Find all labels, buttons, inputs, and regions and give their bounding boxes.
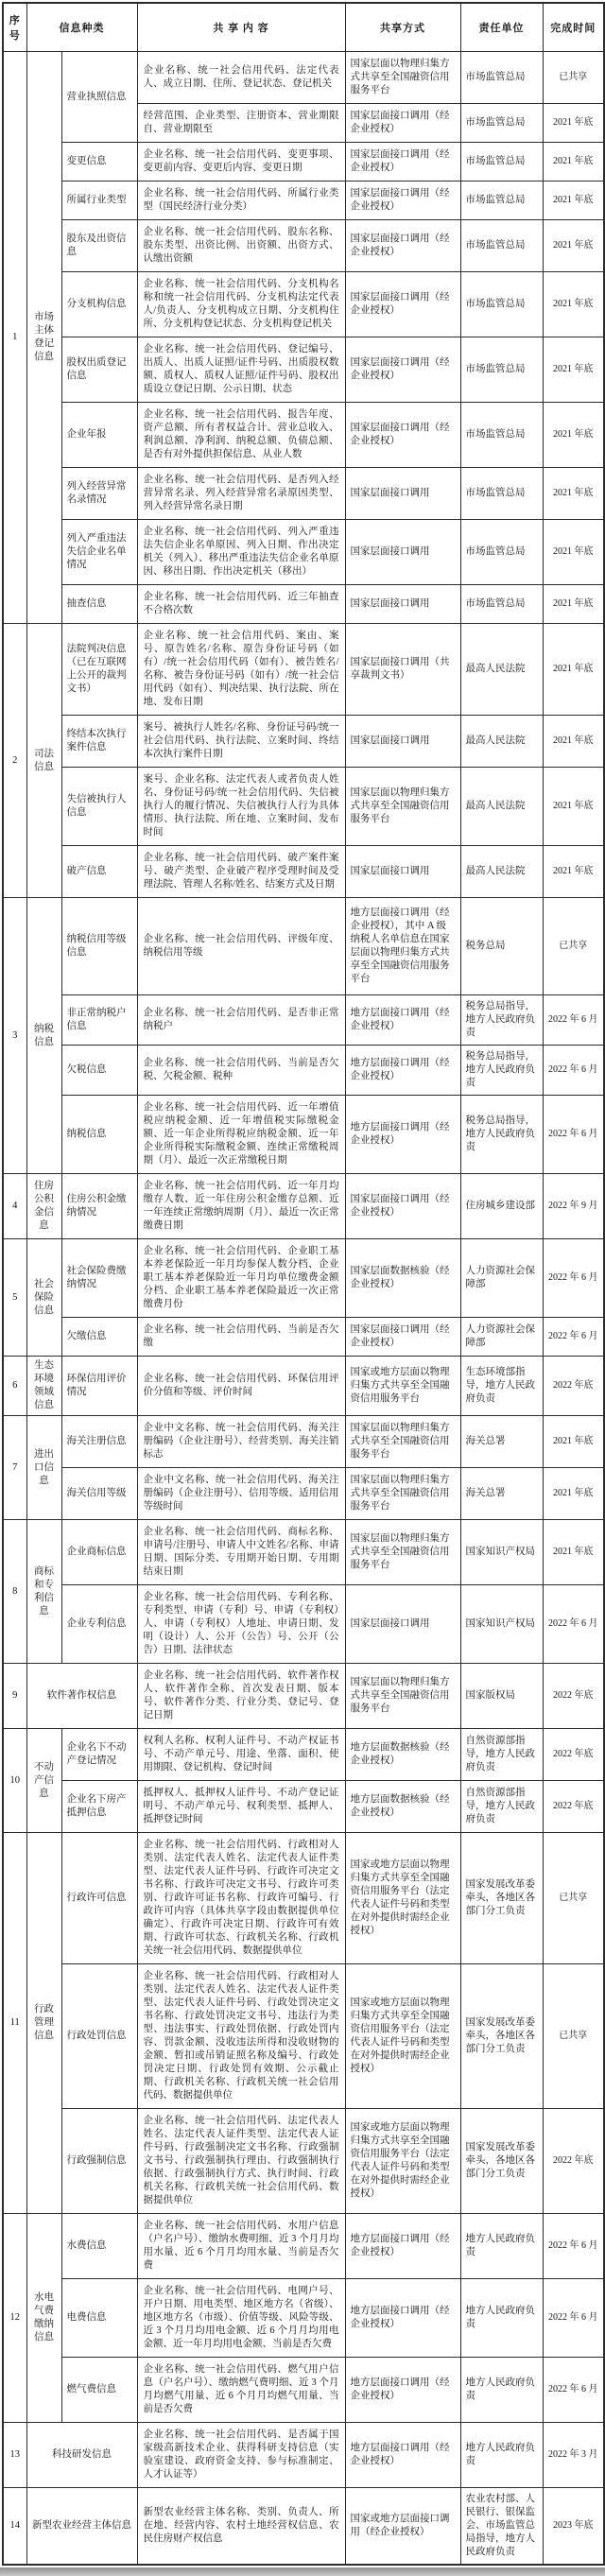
unit-cell: 市场监管总局 [460,272,543,337]
time-cell: 2022 年 6 月 [543,1239,604,1318]
content-cell: 企业名称、统一社会信用代码、商标名称、申请号/注册号、申请人中文姓名/名称、申请日期、国际分类、专用期开始日期、专用期结束日期 [137,1520,345,1585]
group-label-cell: 水电气费缴纳信息 [26,2214,61,2423]
type-cell: 抽查信息 [61,585,137,624]
table-row [3,1964,604,2109]
unit-cell: 国家发展改革委牵头，各地区各部门分工负责 [460,2109,543,2214]
table-row [3,624,604,716]
method-cell: 国家层面以物理归集方式共享至全国融资信用服务平台 [345,52,460,104]
time-cell: 2022 年 6 月 [543,1046,604,1096]
type-cell: 水费信息 [61,2214,137,2279]
type-cell: 行政强制信息 [61,2109,137,2214]
time-cell: 2022 年底 [543,1664,604,1729]
method-cell: 国家层面以物理归集方式共享至全国融资信用服务平台 [345,1520,460,1585]
content-cell: 企业名称、统一社会信用代码、是否属于国家级高新技术企业、获得科研支持信息（实验室建设、政府资金支持、参与标准制定、人才认证等） [137,2423,345,2488]
content-cell: 企业中文名称、统一社会信用代码、海关注册编码（企业注册号）、经营类别、海关注销标志 [137,1416,345,1468]
table-row [3,716,604,768]
unit-cell: 税务总局 [460,898,543,995]
table-row [3,2358,604,2423]
unit-cell: 农业农村部、人民银行、银保监会、市场监管总局指导，地方人民政府负责 [460,2488,543,2566]
method-cell: 地方层面接口调用（经企业授权） [345,1046,460,1096]
unit-cell: 国家发展改革委牵头，各地区各部门分工负责 [460,1964,543,2109]
type-cell: 住房公积金缴纳情况 [61,1174,137,1239]
unit-cell: 市场监管总局 [460,585,543,624]
table-row [3,1664,604,1729]
section-number-cell: 2 [3,624,26,898]
content-cell: 企业名称、统一社会信用代码、是否非正常纳税户 [137,995,345,1046]
section-number-cell: 4 [3,1174,26,1239]
time-cell: 2021 年底 [543,403,604,468]
time-cell: 2021 年底 [543,468,604,520]
time-cell: 2022 年底 [543,1781,604,1833]
time-cell: 2021 年底 [543,182,604,220]
unit-cell: 税务总局指导，地方人民政府负责 [460,1096,543,1174]
unit-cell: 人力资源社会保障部 [460,1318,543,1357]
unit-cell: 国家知识产权局 [460,1520,543,1585]
unit-cell: 地方人民政府负责 [460,2214,543,2279]
time-cell: 2022 年底 [543,2109,604,2214]
content-cell: 企业名称、统一社会信用代码、专利名称、专利类型、申请（专利）号、申请（专利权）人、申请（专利权）人地址、申请日期、发明（设计）人、公开（公告）号、公开（公告）日期、法律状态 [137,1585,345,1664]
content-cell: 企业名称、统一社会信用代码、破产案件案号、破产类型、企业破产程序受理时间及受理法院、管理人名称/姓名、结案方式及日期 [137,846,345,898]
content-cell: 企业名称、统一社会信用代码、水用户信息（户名户号）、缴纳水费明细、近 3 个月月均用水量、近 6 个月月均用水量、当前是否欠费 [137,2214,345,2279]
method-cell: 国家层面接口调用（经企业授权） [345,143,460,182]
type-cell: 分支机构信息 [61,272,137,337]
method-cell: 国家层面接口调用 [345,468,460,520]
time-cell: 2021 年底 [543,337,604,403]
time-cell: 2022 年 6 月 [543,2358,604,2423]
table-row [3,2109,604,2214]
table-row [3,2423,604,2488]
content-cell: 企业名称、统一社会信用代码、电网户号、开户日期、用电类型、地区地方名（省级）、地区地方名（市级）、价值等级、风险等级、近 3 个月月均用电金额、近 6 个月月均用电金额、近一年月均用电金额、当前是否欠费 [137,2279,345,2358]
content-cell: 新型农业经营主体名称、类别、负责人、所在地、经营内容、农村土地经营权信息、农民住房财产权信息 [137,2488,345,2566]
type-cell: 海关信用等级 [61,1468,137,1520]
type-cell: 失信被执行人信息 [61,768,137,846]
content-cell: 案号、企业名称、法定代表人或者负责人姓名、身份证号码/统一社会信用代码、失信被执行人的履行情况、失信被执行人行为具体情形、执行法院、所在地、立案时间、发布时间 [137,768,345,846]
table-row [3,846,604,898]
header-cell-method: 共享方式 [345,3,460,52]
table-row [3,2488,604,2566]
method-cell: 地方层面接口调用（经企业授权） [345,2423,460,2488]
method-cell: 国家层面以物理归集方式共享至全国融资信用服务平台 [345,1664,460,1729]
unit-cell: 自然资源部指导，地方人民政府负责 [460,1729,543,1781]
time-cell: 2021 年底 [543,846,604,898]
table-row [3,403,604,468]
table-row [3,272,604,337]
unit-cell: 国家知识产权局 [460,1585,543,1664]
header-cell-index: 序号 [3,3,26,52]
section-number-cell: 13 [3,2423,26,2488]
type-cell: 纳税信用等级信息 [61,898,137,995]
type-cell: 欠缴信息 [61,1318,137,1357]
type-cell: 企业商标信息 [61,1520,137,1585]
method-cell: 国家层面接口调用 [345,520,460,585]
time-cell: 2022 年 9 月 [543,1174,604,1239]
time-cell: 2022 年 6 月 [543,1096,604,1174]
table-row [3,585,604,624]
time-cell: 2021 年底 [543,716,604,768]
method-cell: 国家层面接口调用（经企业授权） [345,403,460,468]
unit-cell: 市场监管总局 [460,182,543,220]
unit-cell: 税务总局指导，地方人民政府负责 [460,1046,543,1096]
header-cell-deadline: 完成时间 [543,3,604,52]
content-cell: 企业名称、统一社会信用代码、燃气用户信息（户名户号）、缴纳燃气费明细、近 3 个月月均燃气用量、近 6 个月月均燃气用量、当前是否欠费 [137,2358,345,2423]
time-cell: 2021 年底 [543,624,604,716]
method-cell: 国家或地方层面以物理归集方式共享至全国融资信用服务平台（法定代表人证件号码和类型在对外提供时需经企业授权） [345,1833,460,1964]
table-row [3,2279,604,2358]
table-row [3,1046,604,1096]
method-cell: 国家层面以物理归集方式共享至全国融资信用服务平台 [345,1416,460,1468]
unit-cell: 地方人民政府负责 [460,2358,543,2423]
type-cell: 行政许可信息 [61,1833,137,1964]
content-cell: 企业名称、统一社会信用代码、变更事项、变更前内容、变更后内容、变更日期 [137,143,345,182]
table-row [3,898,604,995]
unit-cell: 税务总局指导，地方人民政府负责 [460,995,543,1046]
time-cell: 已共享 [543,52,604,104]
header-cell-content: 共 享 内 容 [137,3,345,52]
content-cell: 企业中文名称、统一社会信用代码、海关注册编码（企业注册号）、信用等级、适用信用等级时间 [137,1468,345,1520]
unit-cell: 人力资源社会保障部 [460,1239,543,1318]
type-cell: 燃气费信息 [61,2358,137,2423]
unit-cell: 市场监管总局 [460,143,543,182]
table-row [3,1239,604,1318]
table-row [3,1096,604,1174]
group-label-cell: 商标和专利信息 [26,1520,61,1664]
type-cell: 股权出质登记信息 [61,337,137,403]
unit-cell: 地方人民政府负责 [460,2423,543,2488]
unit-cell: 生态环境部指导，地方人民政府负责 [460,1357,543,1416]
group-label-cell: 软件著作权信息 [26,1664,137,1729]
time-cell: 2021 年底 [543,520,604,585]
content-cell: 企业名称、统一社会信用代码、报告年度、资产总额、所有者权益合计、营业总收入、利润总额、净利润、纳税总额、负债总额、是否有对外提供担保信息、从业人数 [137,403,345,468]
method-cell: 国家或地方层面以物理归集方式共享至全国融资信用服务平台（法定代表人证件号码和类型在对外提供时需经企业授权） [345,1964,460,2109]
time-cell: 2022 年 3 月 [543,2423,604,2488]
content-cell: 企业名称、统一社会信用代码、近三年抽查不合格次数 [137,585,345,624]
table-row [3,1318,604,1357]
table-row [3,2214,604,2279]
content-cell: 企业名称、统一社会信用代码、法定代表人、成立日期、住所、登记状态、登记机关 [137,52,345,104]
time-cell: 2022 年 6 月 [543,1318,604,1357]
method-cell: 国家层面接口调用（经企业授权） [345,1318,460,1357]
unit-cell: 市场监管总局 [460,52,543,104]
type-cell: 企业年报 [61,403,137,468]
section-number-cell: 7 [3,1416,26,1520]
method-cell: 国家层面数据核验（经企业授权） [345,1239,460,1318]
section-number-cell: 12 [3,2214,26,2423]
unit-cell: 最高人民法院 [460,768,543,846]
method-cell: 地方层面数据核验（经企业授权） [345,1781,460,1833]
method-cell: 国家或地方层面接口调用（经企业授权） [345,2488,460,2566]
type-cell: 企业专利信息 [61,1585,137,1664]
method-cell: 国家层面接口调用（经企业授权） [345,272,460,337]
table-row [3,1833,604,1964]
group-label-cell: 行政管理信息 [26,1833,61,2214]
table-row [3,1416,604,1468]
method-cell: 国家层面接口调用 [345,585,460,624]
table-body [3,52,604,2566]
content-cell: 企业名称、统一社会信用代码、所属行业类型（国民经济行业分类） [137,182,345,220]
table-row [3,1357,604,1416]
table-row [3,768,604,846]
method-cell: 国家层面接口调用（经企业授权） [345,337,460,403]
section-number-cell: 5 [3,1239,26,1357]
group-label-cell: 新型农业经营主体信息 [26,2488,137,2566]
content-cell: 企业名称、统一社会信用代码、评级年度、纳税信用等级 [137,898,345,995]
type-cell: 营业执照信息 [61,52,137,143]
unit-cell: 国家版权局 [460,1664,543,1729]
unit-cell: 海关总署 [460,1468,543,1520]
group-label-cell: 社会保险信息 [26,1239,61,1357]
time-cell: 2022 年 6 月 [543,2279,604,2358]
type-cell: 列入严重违法失信企业名单情况 [61,520,137,585]
type-cell: 终结本次执行案件信息 [61,716,137,768]
type-cell: 欠税信息 [61,1046,137,1096]
section-number-cell: 10 [3,1729,26,1833]
time-cell: 2022 年底 [543,1357,604,1416]
method-cell: 地方层面接口调用（经企业授权） [345,2279,460,2358]
content-cell: 企业名称、统一社会信用代码、案由、案号、原告姓名/名称、原告身份证号码（如有）/统一社会信用代码（如有）、被告姓名/名称、被告身份证号码（如有）/统一社会信用代码（如有）、判决结果、执行法院、所在地、发布日期 [137,624,345,716]
table-row [3,1520,604,1585]
content-cell: 企业名称、统一社会信用代码、是否列入经营异常名录、列入经营异常名录原因类型、列入经营异常名录日期 [137,468,345,520]
type-cell: 企业名下房产抵押信息 [61,1781,137,1833]
method-cell: 地方层面接口调用（经企业授权），其中 A 级纳税人名单信息在国家层面以物理归集方式共享至全国融资信用服务平台 [345,898,460,995]
type-cell: 列入经营异常名录情况 [61,468,137,520]
method-cell: 国家层面接口调用 [345,1585,460,1664]
content-cell: 企业名称、统一社会信用代码、环保信用评价分值和等级、评价时间 [137,1357,345,1416]
table-row [3,1781,604,1833]
time-cell: 2021 年底 [543,585,604,624]
unit-cell: 市场监管总局 [460,520,543,585]
section-number-cell: 8 [3,1520,26,1664]
content-cell: 企业名称、统一社会信用代码、当前是否欠缴 [137,1318,345,1357]
type-cell: 变更信息 [61,143,137,182]
time-cell: 2021 年底 [543,272,604,337]
group-label-cell: 司法信息 [26,624,61,898]
time-cell: 2022 年底 [543,1729,604,1781]
content-cell: 企业名称、统一社会信用代码、法定代表人姓名、法定代表人证件类型、法定代表人证件号码、行政强制决定文书名称、行政强制文书号、行政强制执行理由、行政强制执行依据、行政强制执行方式、执行时间、行政机关名称、行政机关统一社会信用代码、数据提供单位 [137,2109,345,2214]
info-sharing-table [2,2,605,2566]
unit-cell: 市场监管总局 [460,468,543,520]
type-cell: 所属行业类型 [61,182,137,220]
content-cell: 经营范围、企业类型、注册资本、营业期限自、营业期限至 [137,104,345,143]
unit-cell: 最高人民法院 [460,624,543,716]
group-label-cell: 科技研发信息 [26,2423,137,2488]
time-cell: 2021 年底 [543,768,604,846]
content-cell: 企业名称、统一社会信用代码、近一年增值税应纳税金额、近一年增值税实际缴税金额、近一年企业所得税应纳税金额、近一年企业所得税实际缴税金额、连续正常缴税周期（月）、最近一次正常缴税日期 [137,1096,345,1174]
method-cell: 地方层面接口调用（经企业授权） [345,1096,460,1174]
time-cell: 2021 年底 [543,1520,604,1585]
header-cell-unit: 责任单位 [460,3,543,52]
content-cell: 企业名称、统一社会信用代码、股东名称、股东类型、出资比例、出资额、出资方式、认缴出资额 [137,220,345,272]
time-cell: 2021 年底 [543,1416,604,1468]
unit-cell: 市场监管总局 [460,403,543,468]
table-row [3,1174,604,1239]
method-cell: 国家层面接口调用 [345,846,460,898]
content-cell: 企业名称、统一社会信用代码、软件著作权人、软件著作全称、首次发表日期、版本号、软件著作分类、行业分类、登记号、登记日期 [137,1664,345,1729]
method-cell: 国家层面以物理归集方式共享至全国融资信用服务平台 [345,1468,460,1520]
method-cell: 国家层面以物理归集方式共享至全国融资信用服务平台 [345,768,460,846]
group-label-cell: 住房公积金信息 [26,1174,61,1239]
type-cell: 股东及出资信息 [61,220,137,272]
content-cell: 企业名称、统一社会信用代码、行政相对人类别、法定代表人姓名、法定代表人证件类型、法定代表人证件号码、行政许可决定文书名称、行政许可决定文书号、行政许可类别、行政许可证书名称、行政许可编号、行政许可内容（具体共享字段由数据提供单位确定）、行政许可决定日期、行政许可有效期、行政许可状态、行政机关名称、行政机关统一社会信用代码、数据提供单位 [137,1833,345,1964]
type-cell: 社会保险费缴纳情况 [61,1239,137,1318]
table-row [3,995,604,1046]
unit-cell: 海关总署 [460,1416,543,1468]
method-cell: 国家或地方层面以物理归集方式共享至全国融资信用服务平台（法定代表人证件号码和类型在对外提供时需经企业授权） [345,2109,460,2214]
header-cell-category: 信息种类 [26,3,137,52]
unit-cell: 地方人民政府负责 [460,2279,543,2358]
table-row [3,52,604,104]
group-label-cell: 生态环境领域信息 [26,1357,61,1416]
time-cell: 2023 年底 [543,2488,604,2566]
time-cell: 已共享 [543,898,604,995]
table-row [3,468,604,520]
type-cell: 企业名下不动产登记情况 [61,1729,137,1781]
content-cell: 企业名称、统一社会信用代码、行政相对人类别、法定代表人姓名、法定代表人证件类型、法定代表人证件号码、行政处罚决定文书名称、行政处罚决定文书号、违法行为类型、违法事实、行政处罚依据、行政处罚内容、罚款金额、没收违法所得和没收财物的金额、暂扣或吊销证照名称及编号、行政处罚决定日期、行政处罚有效期、公示截止期、行政机关名称、行政机关统一社会信用代码、数据提供单位 [137,1964,345,2109]
time-cell: 2022 年 6 月 [543,2214,604,2279]
time-cell: 2021 年底 [543,1468,604,1520]
type-cell: 纳税信息 [61,1096,137,1174]
content-cell: 企业名称、统一社会信用代码、登记编号、出质人、出质人证照/证件号码、出质股权数额、质权人、质权人证照/证件号码、股权出质设立登记日期、公示日期、状态 [137,337,345,403]
unit-cell: 国家发展改革委牵头，各地区各部门分工负责 [460,1833,543,1964]
content-cell: 权利人名称、权利人证件号、不动产权证书号、不动产单元号、用途、坐落、面积、使用期限、登记机构、登记时间 [137,1729,345,1781]
unit-cell: 市场监管总局 [460,220,543,272]
method-cell: 国家层面接口调用（经企业授权） [345,182,460,220]
time-cell: 2021 年底 [543,220,604,272]
time-cell: 2022 年 6 月 [543,995,604,1046]
method-cell: 国家层面接口调用（共享裁判文书） [345,624,460,716]
section-number-cell: 1 [3,52,26,624]
content-cell: 企业名称、统一社会信用代码、列入严重违法失信企业名单原因、列入日期、作出决定机关（列入）、移出严重违法失信企业名单原因、移出日期、作出决定机关（移出） [137,520,345,585]
group-label-cell: 市场主体登记信息 [26,52,61,624]
unit-cell: 市场监管总局 [460,337,543,403]
table-header [3,3,604,52]
table-row [3,337,604,403]
content-cell: 抵押权人、抵押权人证件号、不动产登记证明号、不动产单元号、权利类型、抵押人、抵押登记时间 [137,1781,345,1833]
content-cell: 企业名称、统一社会信用代码、当前是否欠税、欠税金额、税种 [137,1046,345,1096]
unit-cell: 自然资源部指导，地方人民政府负责 [460,1781,543,1833]
type-cell: 电费信息 [61,2279,137,2358]
table-row [3,220,604,272]
section-number-cell: 9 [3,1664,26,1729]
table-row [3,1468,604,1520]
time-cell: 已共享 [543,1833,604,1964]
method-cell: 地方层面数据核验（经企业授权） [345,1729,460,1781]
method-cell: 国家层面接口调用（经企业授权） [345,104,460,143]
content-cell: 企业名称、统一社会信用代码、近一年月均缴存人数、近一年住房公积金缴存总额、近一年连续正常缴纳周期（月）、最近一次正常缴费日期 [137,1174,345,1239]
table-row [3,143,604,182]
type-cell: 环保信用评价情况 [61,1357,137,1416]
table-row [3,1729,604,1781]
unit-cell: 住房城乡建设部 [460,1174,543,1239]
method-cell: 地方层面接口调用（经企业授权） [345,2358,460,2423]
section-number-cell: 6 [3,1357,26,1416]
content-cell: 案号、被执行人姓名/名称、身份证号码/统一社会信用代码、执行法院、立案时间、终结本次执行案件日期 [137,716,345,768]
method-cell: 国家或地方层面以物理归集方式共享至全国融资信用服务平台 [345,1357,460,1416]
section-number-cell: 14 [3,2488,26,2566]
time-cell: 2022 年 6 月 [543,1585,604,1664]
content-cell: 企业名称、统一社会信用代码、分支机构名称和统一社会信用代码、分支机构法定代表人/负责人、分支机构成立日期、分支机构住所、分支机构登记状态、分支机构登记机关 [137,272,345,337]
unit-cell: 市场监管总局 [460,104,543,143]
table-row [3,182,604,220]
type-cell: 破产信息 [61,846,137,898]
group-label-cell: 不动产信息 [26,1729,61,1833]
scanned-document-page [0,2,605,2576]
content-cell: 企业名称、统一社会信用代码、企业职工基本养老保险近一年月均参保人数分档、企业职工基本养老保险近一年月均单位缴费金额分档、企业职工基本养老保险最近一次正常缴费月份 [137,1239,345,1318]
table-row [3,520,604,585]
method-cell: 地方层面接口调用（经企业授权） [345,2214,460,2279]
unit-cell: 最高人民法院 [460,846,543,898]
type-cell: 行政处罚信息 [61,1964,137,2109]
group-label-cell: 进出口信息 [26,1416,61,1520]
scan-edge-artifact [0,2567,605,2576]
type-cell: 海关注册信息 [61,1416,137,1468]
method-cell: 地方层面接口调用（经企业授权） [345,995,460,1046]
section-number-cell: 3 [3,898,26,1174]
group-label-cell: 纳税信息 [26,898,61,1174]
time-cell: 2021 年底 [543,104,604,143]
table-header-row [3,3,604,52]
section-number-cell: 11 [3,1833,26,2214]
type-cell: 非正常纳税户信息 [61,995,137,1046]
unit-cell: 最高人民法院 [460,716,543,768]
type-cell: 法院判决信息（已在互联网上公开的裁判文书） [61,624,137,716]
method-cell: 国家层面接口调用 [345,716,460,768]
time-cell: 2021 年底 [543,143,604,182]
table-row [3,1585,604,1664]
time-cell: 已共享 [543,1964,604,2109]
method-cell: 国家层面接口调用（经企业授权） [345,1174,460,1239]
method-cell: 国家层面接口调用（经企业授权） [345,220,460,272]
